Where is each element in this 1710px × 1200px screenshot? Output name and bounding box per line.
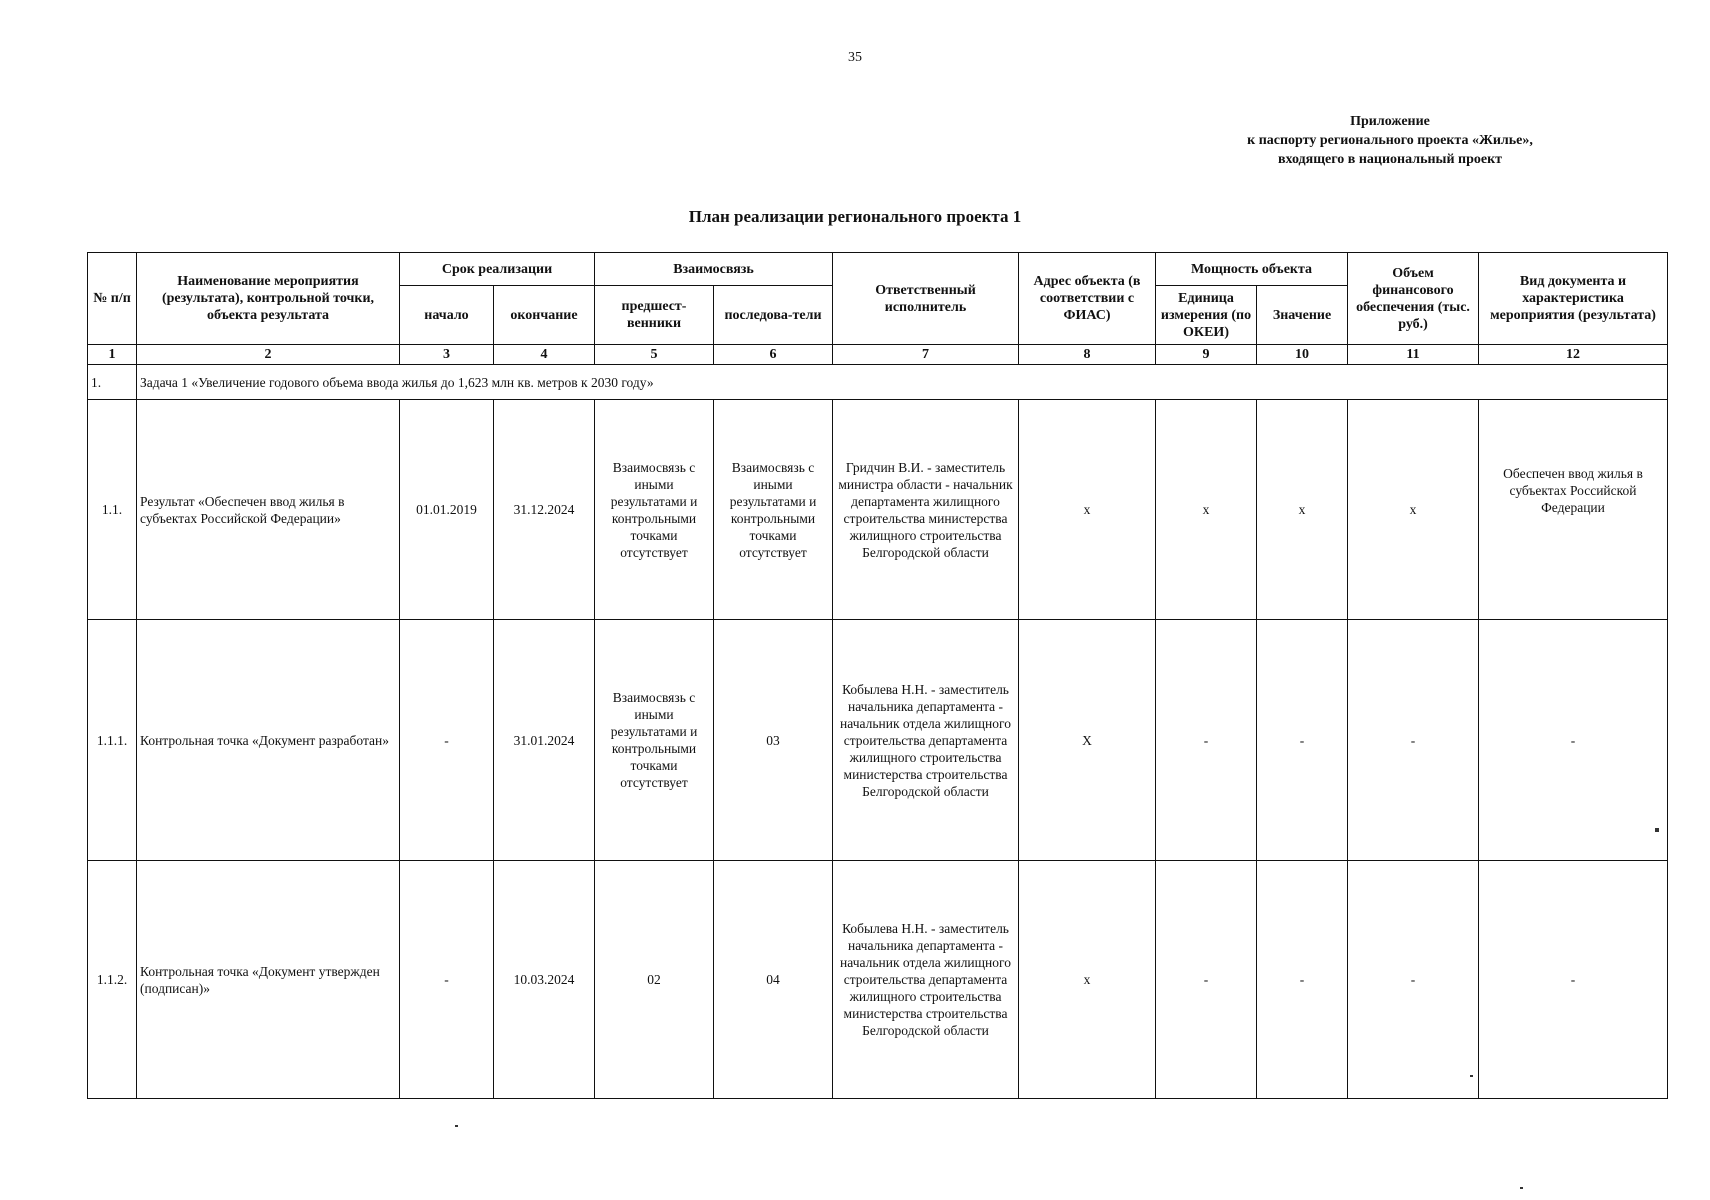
row-value: - [1257, 620, 1348, 861]
row-value: x [1257, 400, 1348, 620]
column-number: 4 [494, 345, 595, 365]
row-name: Контрольная точка «Документ утвержден (подписан)» [137, 861, 400, 1099]
row-num: 1.1. [88, 400, 137, 620]
row-doc-type: - [1479, 620, 1668, 861]
task-row [88, 365, 1668, 400]
row-start: 01.01.2019 [400, 400, 494, 620]
row-address: x [1019, 861, 1156, 1099]
header-num: № п/п [88, 253, 137, 345]
column-number: 12 [1479, 345, 1668, 365]
column-number: 2 [137, 345, 400, 365]
row-name: Контрольная точка «Документ разработан» [137, 620, 400, 861]
header-name: Наименование мероприятия (результата), контрольной точки, объекта результата [137, 253, 400, 345]
row-unit: - [1156, 861, 1257, 1099]
row-num: 1.1.1. [88, 620, 137, 861]
row-end: 10.03.2024 [494, 861, 595, 1099]
row-successors: 04 [714, 861, 833, 1099]
scan-speck [1470, 1075, 1473, 1077]
task-num: 1. [88, 365, 137, 400]
row-predecessors: Взаимосвязь с иными результатами и контрольными точками отсутствует [595, 620, 714, 861]
row-address: X [1019, 620, 1156, 861]
row-unit: x [1156, 400, 1257, 620]
column-number: 1 [88, 345, 137, 365]
column-number: 6 [714, 345, 833, 365]
scan-speck [1520, 1187, 1523, 1189]
header-address: Адрес объекта (в соответствии с ФИАС) [1019, 253, 1156, 345]
row-funding: x [1348, 400, 1479, 620]
task-text: Задача 1 «Увеличение годового объема ввода жилья до 1,623 млн кв. метров к 2030 году» [137, 365, 1668, 400]
header-row [88, 253, 1668, 286]
row-address: x [1019, 400, 1156, 620]
row-name: Результат «Обеспечен ввод жилья в субъектах Российской Федерации» [137, 400, 400, 620]
row-funding: - [1348, 861, 1479, 1099]
header-unit: Единица измерения (по ОКЕИ) [1156, 286, 1257, 345]
row-successors: 03 [714, 620, 833, 861]
scan-speck [1655, 828, 1659, 832]
row-num: 1.1.2. [88, 861, 137, 1099]
row-funding: - [1348, 620, 1479, 861]
row-unit: - [1156, 620, 1257, 861]
column-number: 9 [1156, 345, 1257, 365]
column-number: 8 [1019, 345, 1156, 365]
appendix-line: к паспорту регионального проекта «Жилье», [1247, 133, 1533, 148]
table-row [88, 861, 1668, 1099]
column-number: 10 [1257, 345, 1348, 365]
header-funding: Объем финансового обеспечения (тыс. руб.) [1348, 253, 1479, 345]
row-start: - [400, 620, 494, 861]
row-doc-type: Обеспечен ввод жилья в субъектах Российской Федерации [1479, 400, 1668, 620]
plan-table [87, 252, 1668, 1099]
row-successors: Взаимосвязь с иными результатами и контрольными точками отсутствует [714, 400, 833, 620]
row-responsible: Кобылева Н.Н. - заместитель начальника департамента - начальник отдела жилищного строительства департамента жилищного строительства министерства строительства Белгородской области [833, 861, 1019, 1099]
row-end: 31.12.2024 [494, 400, 595, 620]
column-number: 5 [595, 345, 714, 365]
table-row [88, 400, 1668, 620]
header-end: окончание [494, 286, 595, 345]
header-relation: Взаимосвязь [595, 253, 833, 286]
appendix-block [1200, 112, 1580, 169]
header-period: Срок реализации [400, 253, 595, 286]
header-start: начало [400, 286, 494, 345]
table-row [88, 620, 1668, 861]
column-number: 3 [400, 345, 494, 365]
row-start: - [400, 861, 494, 1099]
appendix-line: Приложение [1350, 114, 1430, 129]
header-doc-type: Вид документа и характеристика мероприятия (результата) [1479, 253, 1668, 345]
row-responsible: Гридчин В.И. - заместитель министра области - начальник департамента жилищного строительства министерства жилищного строительства Белгородской области [833, 400, 1019, 620]
column-numbers-row [88, 345, 1668, 365]
row-predecessors: Взаимосвязь с иными результатами и контрольными точками отсутствует [595, 400, 714, 620]
column-number: 7 [833, 345, 1019, 365]
row-value: - [1257, 861, 1348, 1099]
scan-speck [455, 1125, 458, 1127]
page-number: 35 [848, 50, 862, 65]
row-predecessors: 02 [595, 861, 714, 1099]
header-capacity: Мощность объекта [1156, 253, 1348, 286]
header-responsible: Ответственный исполнитель [833, 253, 1019, 345]
header-successors: последова-тели [714, 286, 833, 345]
header-value: Значение [1257, 286, 1348, 345]
row-doc-type: - [1479, 861, 1668, 1099]
appendix-line: входящего в национальный проект [1277, 152, 1503, 167]
header-predecessors: предшест-венники [595, 286, 714, 345]
row-end: 31.01.2024 [494, 620, 595, 861]
document-title: План реализации регионального проекта 1 [688, 207, 1022, 226]
column-number: 11 [1348, 345, 1479, 365]
row-responsible: Кобылева Н.Н. - заместитель начальника департамента - начальник отдела жилищного строительства департамента жилищного строительства министерства строительства Белгородской области [833, 620, 1019, 861]
